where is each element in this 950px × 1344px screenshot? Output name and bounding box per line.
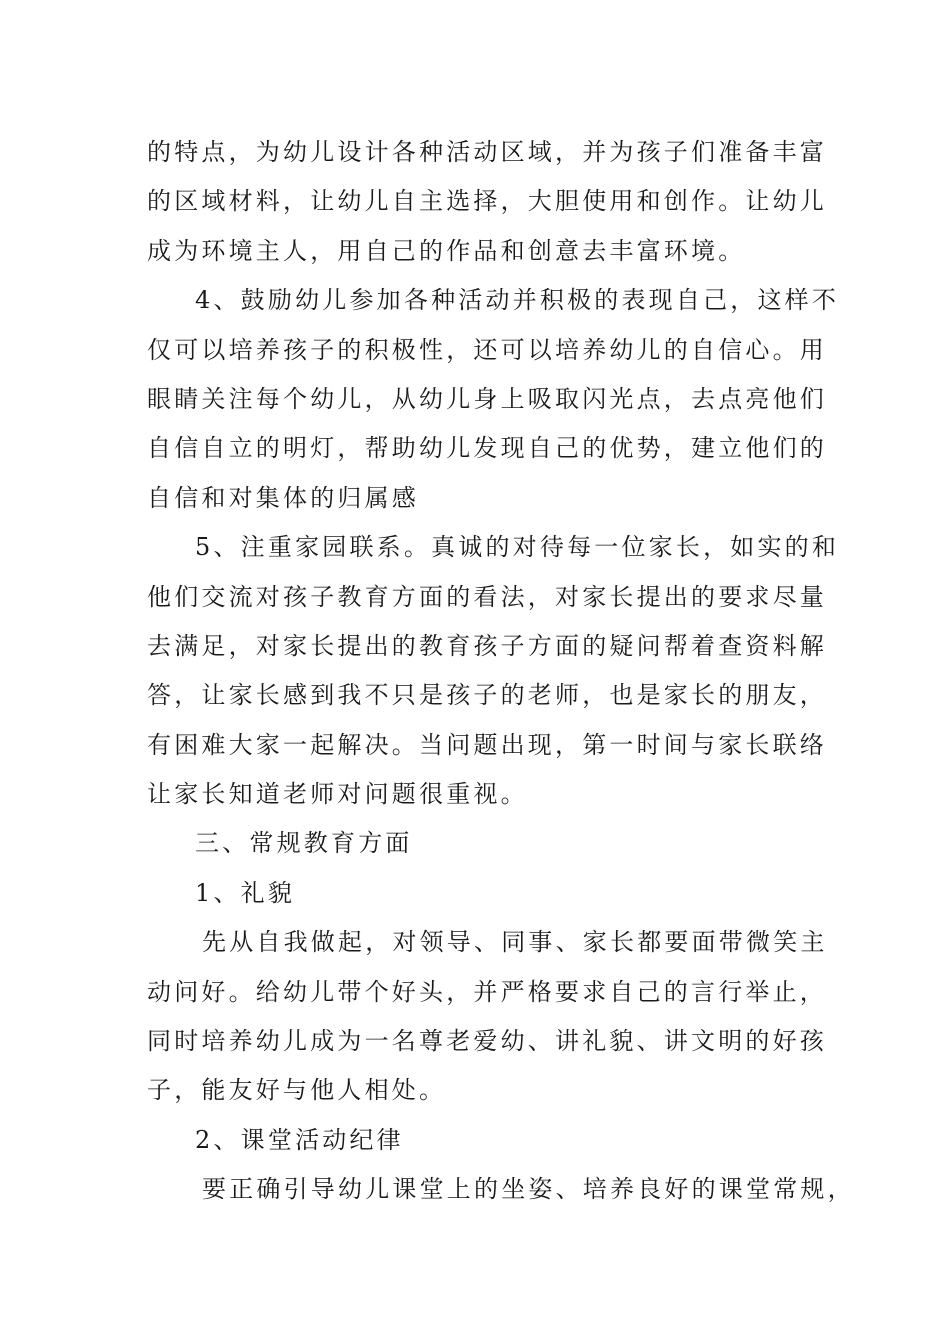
text-line: 5、注重家园联系。真诚的对待每一位家长，如实的和 [195,533,840,562]
subsection-heading: 1、礼貌 [195,878,296,907]
text-line: 同时培养幼儿成为一名尊老爱幼、讲礼貌、讲文明的好孩 [147,1027,827,1056]
text-line: 4、鼓励幼儿参加各种活动并积极的表现自己，这样不 [195,286,840,315]
text-line: 眼睛关注每个幼儿，从幼儿身上吸取闪光点，去点亮他们 [147,384,827,413]
text-line: 的特点，为幼儿设计各种活动区域，并为孩子们准备丰富 [147,138,827,166]
section-heading: 三、常规教育方面 [195,829,413,858]
text-line: 要正确引导幼儿课堂上的坐姿、培养良好的课堂常规， [202,1175,855,1204]
text-line: 的区域材料，让幼儿自主选择，大胆使用和创作。让幼儿 [147,187,827,216]
text-line: 去满足，对家长提出的教育孩子方面的疑问帮着查资料解 [147,631,827,660]
text-line: 子，能友好与他人相处。 [147,1076,447,1105]
text-line: 他们交流对孩子教育方面的看法，对家长提出的要求尽量 [147,582,827,611]
text-line: 自信自立的明灯，帮助幼儿发现自己的优势，建立他们的 [147,434,827,463]
text-line: 自信和对集体的归属感 [147,483,419,512]
document-body [147,128,855,1215]
text-line: 有困难大家一起解决。当问题出现，第一时间与家长联络 [147,730,827,759]
text-line: 成为环境主人，用自己的作品和创意去丰富环境。 [147,236,746,265]
text-line: 让家长知道老师对问题很重视。 [147,780,528,809]
text-line: 仅可以培养孩子的积极性，还可以培养幼儿的自信心。用 [147,335,827,364]
subsection-heading: 2、课堂活动纪律 [195,1125,404,1154]
text-line: 动问好。给幼儿带个好头，并严格要求自己的言行举止， [147,977,827,1006]
text-line: 先从自我做起，对领导、同事、家长都要面带微笑主 [202,928,828,957]
text-line: 答，让家长感到我不只是孩子的老师，也是家长的朋友， [147,681,827,710]
